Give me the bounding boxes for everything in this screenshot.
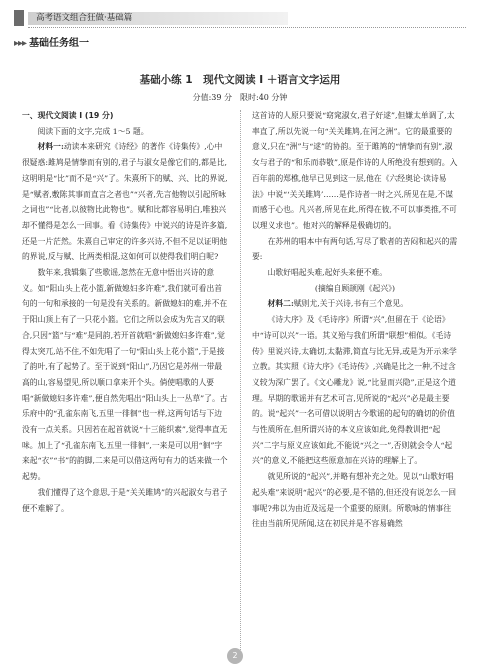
song-quote: 山歌好唱起头难,起好头来便不难。 [267, 268, 388, 278]
group-title-text: 基础任务组一 [29, 38, 90, 49]
instruction: 阅读下面的文字,完成 1～5 题。 [37, 126, 149, 136]
paragraph: 《诗大序》及《毛诗序》所谓“兴”,但留在于《论语》中“诗可以兴”一语。其义殆与我们所谓“联想”相似。《毛诗传》里说兴诗,太确切,太黏滞,简直与比无异,或是为开示来学立教。其实照《诗大序》《毛诗传》,兴确是比之一种,不过含义较为深广罢了。《文心雕龙》说,“比显而兴隐”,正是这个道理。早期的歌谣并有艺术可言,见所说的“起兴”必是最主要的。说“起兴”一名可借以说明古今歌谣的起句的确切的价值与性质所在,但所谓兴诗的本义应该如此,免得教训把“起兴”二字与原义应该如此,不能说“兴之一”,否则就会令人“起兴”的意义,不能把这些原意加在兴诗的理解上了。 [252, 315, 457, 466]
material-two-label: 材料二: [267, 299, 294, 309]
paragraph: 数年来,我辑集了些歌谣,忽然在无意中悟出兴诗的意义。如“阳山头上花小篮,新做媳妇多许难”,我们就可看出首句的一句和承接的一句是没有关系的。新做媳妇的难,并不在于阳山顶上有了一只花小篮。它们之所以会成为先言又的联合,只因“篮”与“难”是同韵,若开首就唱“新做媳妇多许难”,觉得太突兀,站不住,不如先唱了一句“阳山头上花小篮”,于是接了韵叶,有了起势了。至于说到“阳山”,乃因它是苏州一带最高的山,容易望见,所以顺口拿来开个头。倘使唱歌的人要唱“新做媳妇多许难”,便自然先唱出“阳山头上一丛草”了。古乐府中的“孔雀东南飞,五里一徘徊”也一样,这两句话与下边没有一点关系。只因若在起首就说“十三能织素”,觉得率直无味。加上了“孔雀东南飞,五里一徘徊”,一来是可以用“徊”字来起“衣”“书”的韵脚,二来是可以借这两句有力的话来做一个起势。 [22, 268, 228, 482]
paragraph: 这首诗的人原只要说“窈窕淑女,君子好逑”,但嫌太单调了,太率直了,所以先说一句“关关雎鸠,在河之洲”。它的最重要的意义,只在“洲”与“逑”的协韵。至于雎鸠的“情挚而有别”,淑女与君子的“和乐而恭敬”,原是作诗的人所绝没有想到的。入百年前的郑樵,他早已见到这一层,他在《六经奥论·读诗易法》中说“‘关关雎鸠’……是作诗者一时之兴,所见在是,不谋而感于心也。凡兴者,所见在此,所得在彼,不可以事类推,不可以理义求也”。他对兴的解释是极确切的。 [252, 111, 458, 230]
paragraph: 在苏州的唱本中有两句话,写尽了歌者的苦闷和起兴的需要: [252, 236, 458, 262]
practice-info: 分值:39 分 限时:40 分钟 [192, 93, 288, 102]
material-one-label: 材料一: [37, 142, 64, 152]
material-two-text: 赋则尤,关于兴诗,书有三个意见。 [293, 299, 408, 309]
book-title: 高考语文组合狂做·基础篇 [36, 13, 133, 23]
page-number: 2 [227, 648, 243, 664]
group-title [14, 34, 89, 49]
source-citation: (摘编自顾颉刚《起兴》) [314, 283, 396, 293]
column-divider [240, 110, 241, 650]
running-header [14, 10, 466, 50]
arrow-icon: ▸▸▸ [14, 38, 27, 49]
header-rule [28, 27, 466, 28]
left-column [22, 108, 228, 656]
material-one-paragraph [22, 139, 228, 265]
right-column [252, 108, 458, 656]
paragraph: 我们懂得了这个意思,于是“关关雎鸠”的兴起淑女与君子便不难解了。 [22, 487, 228, 513]
paragraph: 就见所说的“起兴”,并略有想补充之处。见以“山歌好唱起头难”来说明“起兴”的必要,是不错的,但还没有说怎么一回事呢?弗以为由近及远是一个重要的原则。所歌咏的情事往往由当前所见所闻,这在初民并是不容易确然 [252, 472, 457, 529]
header-tag-marker [14, 10, 24, 26]
material-two-paragraph [252, 296, 458, 312]
section-heading: 一、现代文阅读 I (19 分) [22, 111, 114, 120]
practice-title: 基础小练 1 现代文阅读 I ＋语言文字运用 [139, 74, 341, 86]
material-one-text: 动读本来研究《诗经》的著作《诗集传》,心中很疑惑:雎鸠是情挚而有别的,君子与淑女是像它们的,都是比,这明明是“比”而不是“兴”了。朱熹所下的赋、兴、比的界说,是“赋者,敷陈其事而直言之者也”“兴者,先言他物以引起所咏之词也”“比者,以彼物比此物也”。赋和比都容易明白,唯独兴却不懂得是怎么一回事。看《诗集传》中说兴的诗是许多篇,还是一片茫然。朱熹自己审定的许多兴诗,不但不足以证明他的界说,反与赋、比两类相混,这如何可以使得我们明白呢? [22, 142, 228, 262]
